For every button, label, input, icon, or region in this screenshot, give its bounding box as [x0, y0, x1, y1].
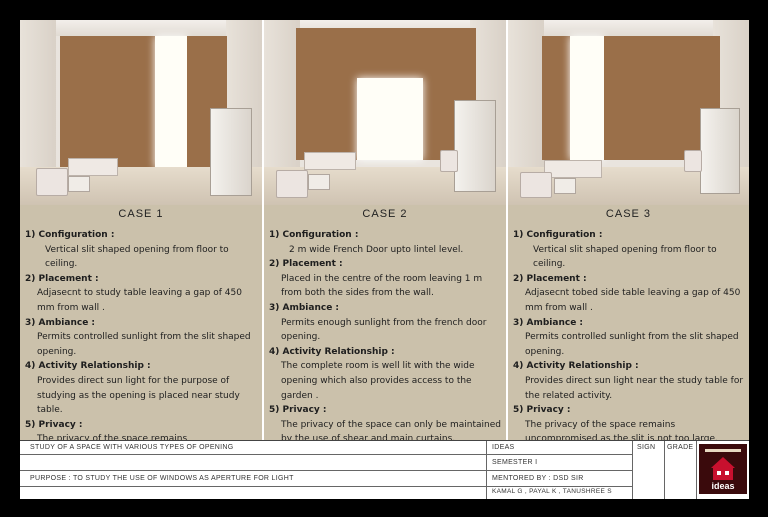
case-1-activity: Provides direct sun light for the purpose of studying as the opening is placed near study table. [37, 375, 240, 416]
ideas-label: IDEAS [492, 444, 515, 451]
study-title: STUDY OF A SPACE WITH VARIOUS TYPES OF OPENING [30, 444, 234, 451]
case-1-privacy-heading: 5) Privacy : [25, 419, 83, 430]
case-2-configuration-heading: 1) Configuration : [269, 230, 359, 240]
case-2-model-photo [264, 20, 506, 205]
purpose-text: PURPOSE : TO STUDY THE USE OF WINDOWS AS APERTURE FOR LIGHT [30, 475, 294, 482]
logo-text: ideas [711, 481, 735, 491]
case-1-model-photo [20, 20, 262, 205]
mentor-label: MENTORED BY : DSD SIR [492, 475, 584, 482]
case-1-placement-heading: 2) Placement : [25, 273, 99, 284]
case-3-ambiance-heading: 3) Ambiance : [513, 317, 584, 328]
case-2-title: CASE 2 [362, 208, 408, 220]
case-3-panel [508, 20, 749, 440]
case-1-ambiance: Permits controlled sunlight from the slit shaped opening. [37, 332, 251, 357]
students-label: KAMAL G , PAYAL K , TANUSHREE S [492, 488, 612, 495]
ideas-logo [699, 444, 747, 494]
semester-label: SEMESTER I [492, 459, 538, 466]
case-1-title: CASE 1 [118, 208, 164, 220]
case-1-configuration-heading: 1) Configuration : [25, 230, 115, 240]
grade-label: GRADE [667, 444, 694, 451]
presentation-sheet [20, 20, 749, 498]
case-3-placement: Adjasecnt tobed side table leaving a gap of 450 mm from wall . [525, 288, 741, 313]
case-2-panel [264, 20, 506, 440]
case-2-placement-heading: 2) Placement : [269, 259, 343, 270]
case-1-ambiance-heading: 3) Ambiance : [25, 317, 96, 328]
case-3-activity-heading: 4) Activity Relationship : [513, 361, 639, 372]
sign-label: SIGN [637, 444, 656, 451]
case-3-placement-heading: 2) Placement : [513, 273, 587, 284]
case-2-activity: The complete room is well lit with the wide opening which also provides access to the garden . [281, 361, 475, 401]
case-2-configuration: 2 m wide French Door upto lintel level. [289, 244, 464, 255]
case-3-ambiance: Permits controlled sunlight from the slit shaped opening. [525, 332, 739, 357]
case-2-privacy: The privacy of the space can only be maintained [281, 419, 501, 430]
case-1-placement: Adjasecnt to study table leaving a gap of 450 mm from wall . [37, 288, 242, 313]
case-2-description [269, 228, 502, 447]
case-1-panel [20, 20, 262, 440]
case-2-privacy-heading: 5) Privacy : [269, 405, 327, 416]
case-3-model-photo [508, 20, 749, 205]
case-3-configuration: Vertical slit shaped opening from floor to ceiling. [533, 244, 717, 270]
case-3-description [513, 228, 745, 447]
case-2-activity-heading: 4) Activity Relationship : [269, 346, 395, 357]
case-3-activity: Provides direct sun light near the study table for the related activity. [525, 375, 744, 401]
case-3-configuration-heading: 1) Configuration : [513, 230, 603, 240]
case-2-placement: Placed in the centre of the room leaving 1 m from both the sides from the wall. [281, 273, 483, 299]
case-3-title: CASE 3 [605, 208, 652, 220]
case-1-description [25, 228, 258, 462]
case-1-configuration: Vertical slit shaped opening from floor to ceiling. [45, 244, 229, 270]
case-3-privacy: The privacy of the space remains [525, 419, 676, 430]
case-2-ambiance: Permits enough sunlight from the french door opening. [281, 317, 487, 343]
case-3-privacy-heading: 5) Privacy : [513, 405, 571, 416]
case-2-ambiance-heading: 3) Ambiance : [269, 302, 340, 313]
title-block [20, 440, 749, 499]
case-1-activity-heading: 4) Activity Relationship : [25, 361, 151, 372]
